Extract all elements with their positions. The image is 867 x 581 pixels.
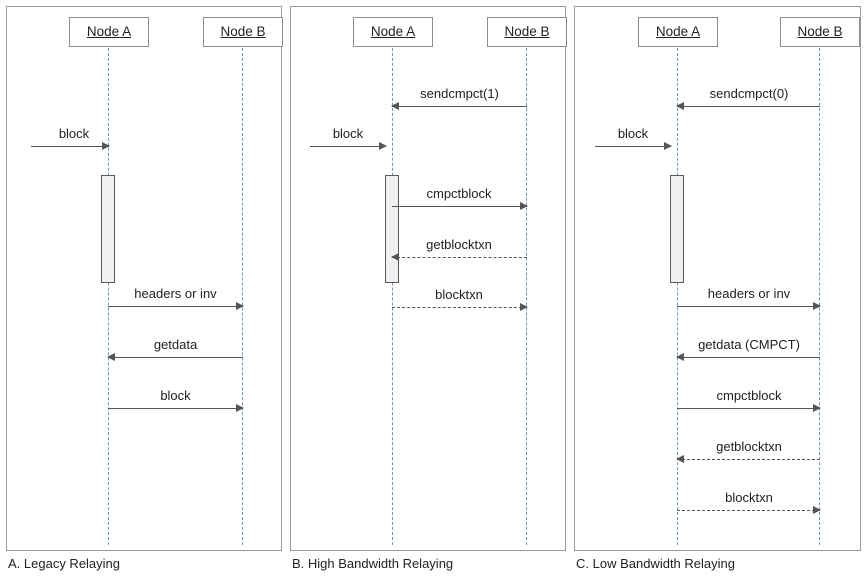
node-label: Node A bbox=[370, 24, 416, 39]
arrow-label-sendcmpct: sendcmpct(0) bbox=[709, 86, 789, 101]
node-box-b bbox=[203, 17, 283, 47]
arrow-label-sendcmpct: sendcmpct(1) bbox=[420, 86, 499, 101]
node-box-b bbox=[780, 17, 860, 47]
arrow-label-blocktxn: blocktxn bbox=[435, 287, 483, 302]
arrow-label-block-in: block bbox=[332, 126, 364, 141]
arrow-label-getdata: getdata bbox=[153, 337, 198, 352]
arrow-label-getblocktxn: getblocktxn bbox=[426, 237, 492, 252]
arrow-label-cmpctblock: cmpctblock bbox=[716, 388, 782, 403]
node-label: Node A bbox=[655, 24, 701, 39]
node-label: Node A bbox=[86, 24, 132, 39]
arrow-sendcmpct bbox=[677, 106, 820, 107]
arrow-label-block-in: block bbox=[617, 126, 649, 141]
caption-panel-b: B. High Bandwidth Relaying bbox=[292, 556, 454, 571]
arrow-getblocktxn bbox=[392, 257, 527, 258]
arrow-cmpctblock bbox=[392, 206, 527, 207]
arrow-blocktxn bbox=[677, 510, 820, 511]
activation-bar-node-a bbox=[101, 175, 115, 283]
activation-bar-node-a bbox=[670, 175, 684, 283]
node-box-b bbox=[487, 17, 567, 47]
arrow-label-block-in: block bbox=[58, 126, 90, 141]
panel-low-bandwidth-relaying bbox=[574, 6, 861, 551]
arrow-headers-or-inv bbox=[677, 306, 820, 307]
arrow-cmpctblock bbox=[677, 408, 820, 409]
arrow-getdata bbox=[108, 357, 243, 358]
arrow-label-headers-or-inv: headers or inv bbox=[134, 286, 217, 301]
node-label: Node B bbox=[220, 24, 266, 39]
arrow-sendcmpct bbox=[392, 106, 527, 107]
arrow-headers-or-inv bbox=[108, 306, 243, 307]
caption-panel-a: A. Legacy Relaying bbox=[8, 556, 121, 571]
arrow-blocktxn bbox=[392, 307, 527, 308]
arrow-block-in bbox=[595, 146, 671, 147]
node-label: Node B bbox=[797, 24, 843, 39]
arrow-label-getblocktxn: getblocktxn bbox=[716, 439, 782, 454]
node-box-a bbox=[638, 17, 718, 47]
arrow-getblocktxn bbox=[677, 459, 820, 460]
arrow-getdata-cmpct bbox=[677, 357, 820, 358]
arrow-label-block-out: block bbox=[160, 388, 191, 403]
arrow-label-blocktxn: blocktxn bbox=[725, 490, 773, 505]
arrow-block-in bbox=[31, 146, 109, 147]
node-box-a bbox=[69, 17, 149, 47]
arrow-label-headers-or-inv: headers or inv bbox=[707, 286, 791, 301]
arrow-label-cmpctblock: cmpctblock bbox=[426, 186, 492, 201]
arrow-label-getdata-cmpct: getdata (CMPCT) bbox=[698, 337, 800, 352]
panel-legacy-relaying bbox=[6, 6, 282, 551]
arrow-block-out bbox=[108, 408, 243, 409]
panel-high-bandwidth-relaying bbox=[290, 6, 566, 551]
node-label: Node B bbox=[504, 24, 550, 39]
node-box-a bbox=[353, 17, 433, 47]
caption-panel-c: C. Low Bandwidth Relaying bbox=[576, 556, 735, 571]
arrow-block-in bbox=[310, 146, 386, 147]
